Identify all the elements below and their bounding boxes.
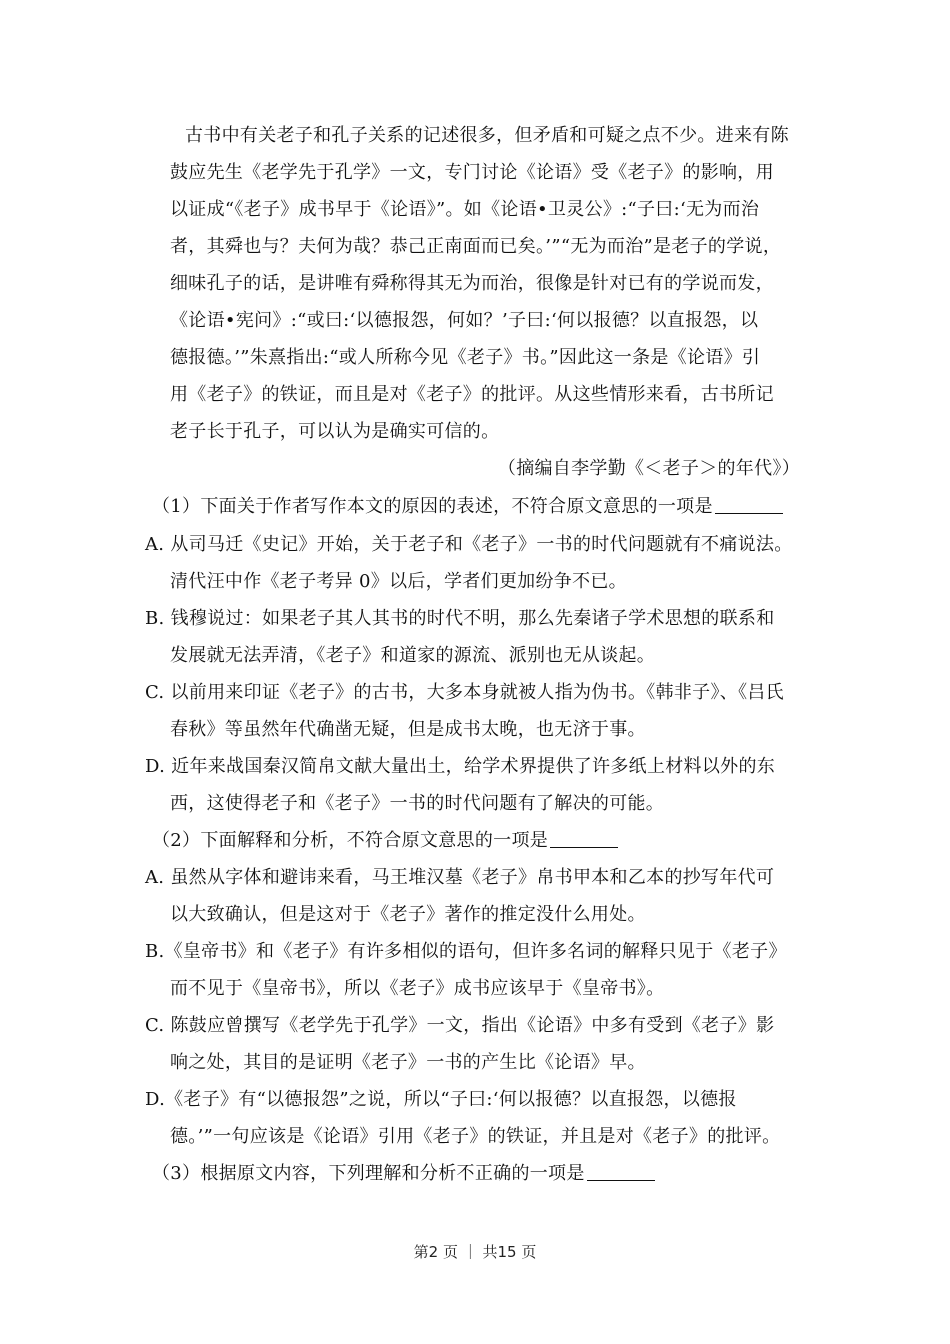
option-text: 从司马迁《史记》开始，关于老子和《老子》一书的时代问题就有不痛说法。 bbox=[170, 534, 793, 555]
option-line: 清代汪中作《老子考异 0》以后，学者们更加纷争不已。 bbox=[170, 571, 627, 592]
question-stem bbox=[152, 495, 783, 519]
option-line: 发展就无法弄清，《老子》和道家的源流、派别也无从谈起。 bbox=[170, 645, 656, 666]
page-footer: 第2 页 ｜ 共15 页 bbox=[413, 1243, 537, 1261]
option-text: 陈鼓应曾撰写《老学先于孔学》一文，指出《论语》中多有受到《老子》影 bbox=[170, 1015, 775, 1036]
passage-line: 细味孔子的话，是讲唯有舜称得其无为而治，很像是针对已有的学说而发， bbox=[170, 273, 774, 294]
answer-blank bbox=[587, 1162, 655, 1181]
answer-blank bbox=[715, 495, 783, 514]
passage-line: 德报德。’”朱熹指出:“或人所称今见《老子》书。”因此这一条是《论语》引 bbox=[170, 347, 761, 368]
option-line bbox=[145, 533, 793, 557]
option-text: 近年来战国秦汉简帛文献大量出土，给学术界提供了许多纸上材料以外的东 bbox=[171, 756, 776, 777]
option-line: 西，这使得老子和《老子》一书的时代问题有了解决的可能。 bbox=[170, 793, 665, 814]
option-line bbox=[145, 1088, 737, 1112]
option-label: C. bbox=[145, 1015, 165, 1036]
option-line: 德。’”一句应该是《论语》引用《老子》的铁证，并且是对《老子》的批评。 bbox=[170, 1126, 781, 1147]
question-stem-text: （1）下面关于作者写作本文的原因的表述，不符合原文意思的一项是 bbox=[152, 496, 713, 517]
option-line bbox=[145, 1014, 774, 1038]
option-label: A. bbox=[145, 534, 165, 555]
passage-line: 《论语•宪问》:“或曰:‘以德报怨，何如？’子曰:‘何以报德？以直报怨，以 bbox=[170, 310, 759, 331]
passage-line: 用《老子》的铁证，而且是对《老子》的批评。从这些情形来看，古书所记 bbox=[170, 384, 774, 405]
option-line: 响之处，其目的是证明《老子》一书的产生比《论语》早。 bbox=[170, 1052, 646, 1073]
option-label: D. bbox=[145, 1089, 166, 1110]
passage-line: 以证成“《老子》成书早于《论语》”。如《论语•卫灵公》:“子曰:‘无为而治 bbox=[170, 199, 760, 220]
option-text: 《老子》有“以德报怨”之说，所以“子曰:‘何以报德？以直报怨，以德报 bbox=[165, 1089, 737, 1110]
option-label: A. bbox=[145, 867, 165, 888]
answer-blank bbox=[550, 829, 618, 848]
option-text: 虽然从字体和避讳来看，马王堆汉墓《老子》帛书甲本和乙本的抄写年代可 bbox=[170, 867, 775, 888]
option-line bbox=[145, 866, 774, 890]
option-label: B. bbox=[145, 608, 165, 629]
option-label: B. bbox=[145, 941, 165, 962]
option-line bbox=[145, 940, 787, 964]
passage-line: 者，其舜也与？夫何为哉？恭己正南面而已矣。’”“无为而治”是老子的学说， bbox=[170, 236, 782, 257]
option-text: 以前用来印证《老子》的古书，大多本身就被人指为伪书。《韩非子》、《吕氏 bbox=[170, 682, 784, 703]
question-stem bbox=[152, 1162, 655, 1186]
option-line: 春秋》等虽然年代确凿无疑，但是成书太晚，也无济于事。 bbox=[170, 719, 646, 740]
option-line: 以大致确认，但是这对于《老子》著作的推定没什么用处。 bbox=[170, 904, 646, 925]
option-line bbox=[145, 681, 784, 705]
option-text: 《皇帝书》和《老子》有许多相似的语句，但许多名词的解释只见于《老子》 bbox=[164, 941, 787, 962]
option-label: C. bbox=[145, 682, 165, 703]
question-stem bbox=[152, 829, 618, 853]
passage-source: （摘编自李学勤《＜老子＞的年代》） bbox=[497, 458, 800, 479]
passage-line: 鼓应先生《老学先于孔学》一文，专门讨论《论语》受《老子》的影响，用 bbox=[170, 162, 774, 183]
option-line: 而不见于《皇帝书》，所以《老子》成书应该早于《皇帝书》。 bbox=[170, 978, 665, 999]
option-line bbox=[145, 755, 775, 779]
question-stem-text: （3）根据原文内容，下列理解和分析不正确的一项是 bbox=[152, 1163, 585, 1184]
passage-line: 老子长于孔子，可以认为是确实可信的。 bbox=[170, 421, 500, 442]
option-line bbox=[145, 607, 775, 631]
passage-line: 古书中有关老子和孔子关系的记述很多，但矛盾和可疑之点不少。进来有陈 bbox=[185, 125, 789, 146]
option-text: 钱穆说过：如果老子其人其书的时代不明，那么先秦诸子学术思想的联系和 bbox=[170, 608, 775, 629]
question-stem-text: （2）下面解释和分析，不符合原文意思的一项是 bbox=[152, 830, 549, 851]
option-label: D. bbox=[145, 756, 166, 777]
